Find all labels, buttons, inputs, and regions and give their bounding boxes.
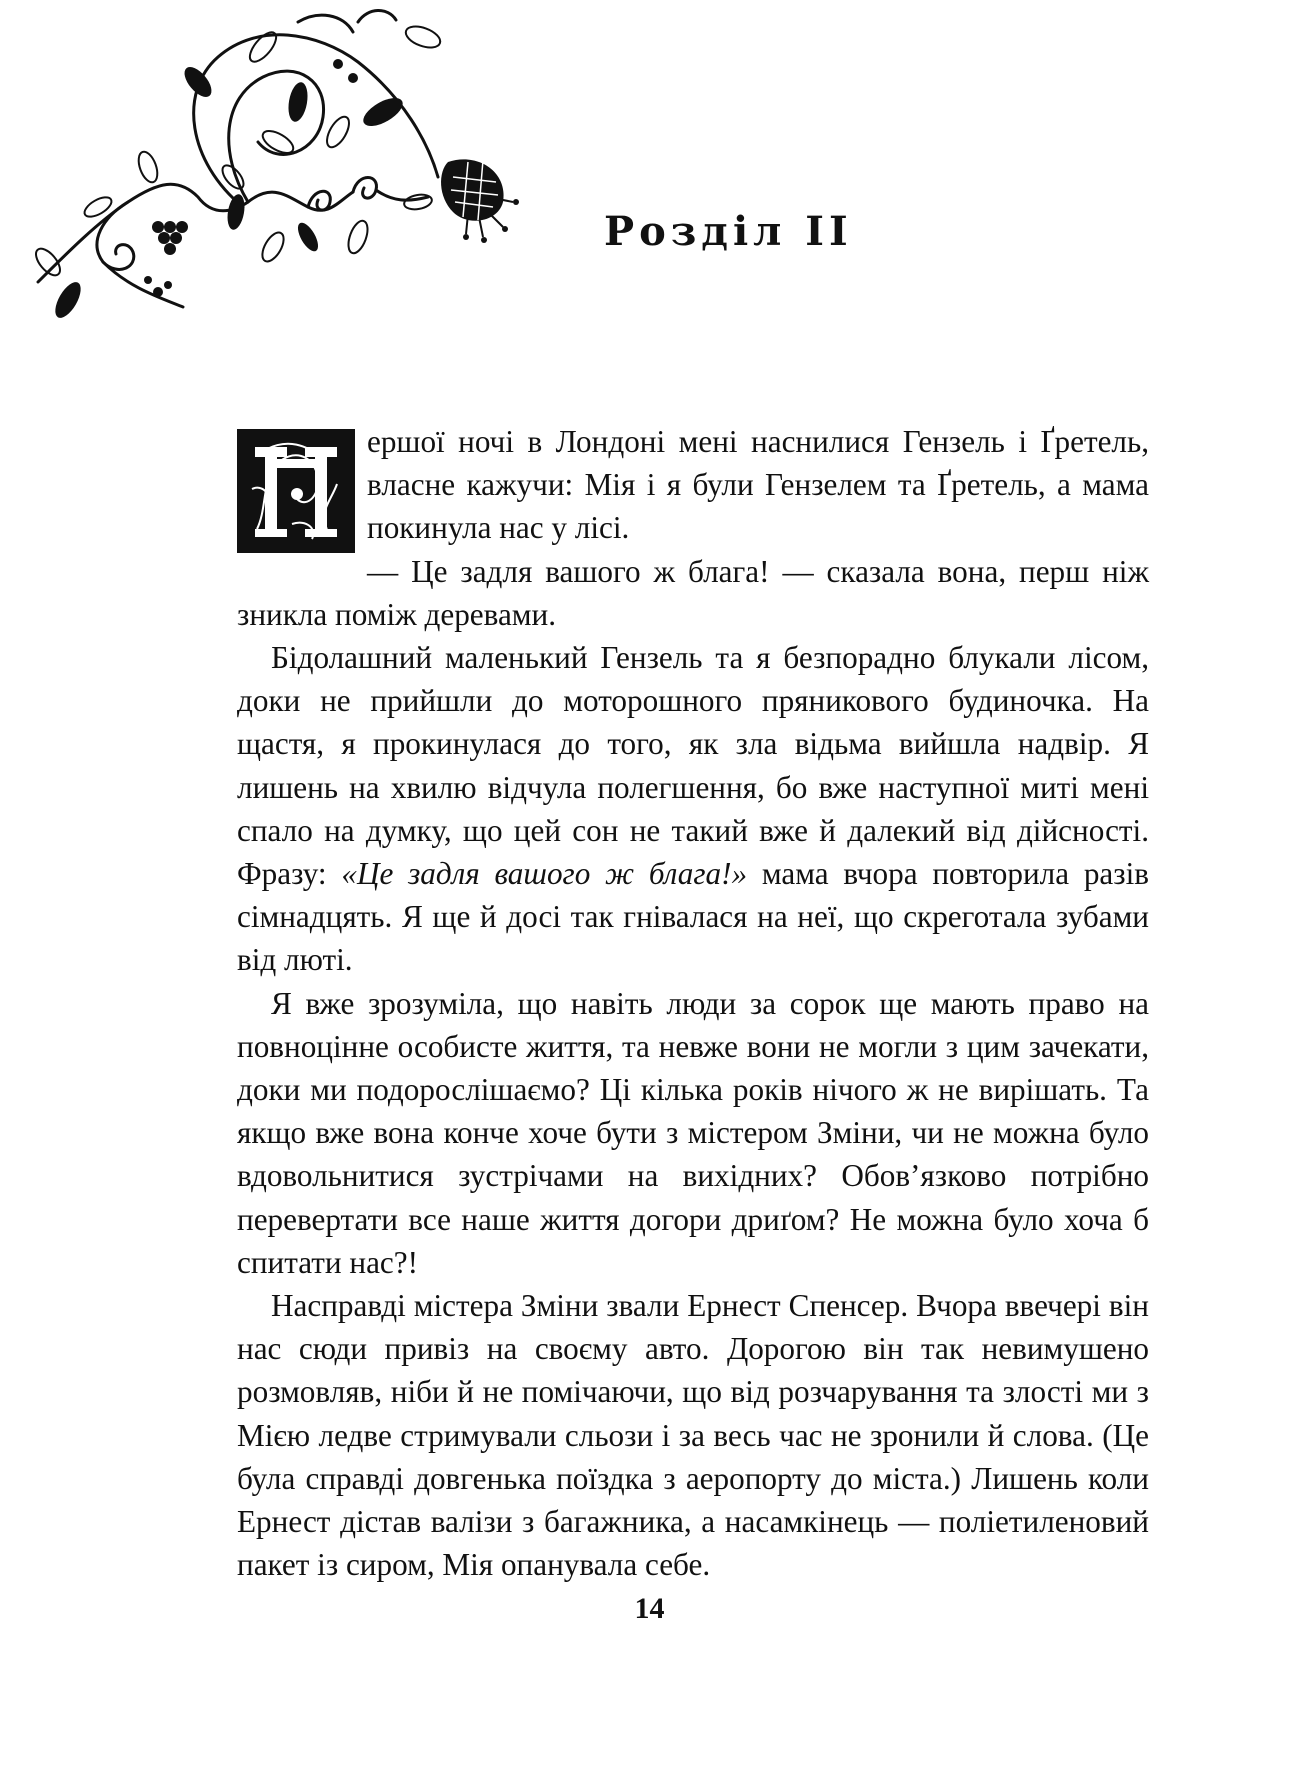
paragraph-3-end: мама вчора повторила разів сімнадцять. Я ще й досі так гнівалася на неї, що скреготала зубами від люті. — [237, 856, 1149, 978]
paragraph-3-text: Бідолашний маленький Гензель та я безпорадно блукали лісом, доки не прийшли до моторошного пряникового будиночка. На щастя, я прокинулася до того, як зла відьма вийшла надвір. Я лишень на хвилю відчула полегшення, бо вже наступної миті мені спало на думку, що цей сон не такий вже й далекий від дійсності. Фразу: — [237, 640, 1149, 892]
chapter-body — [237, 420, 1149, 1586]
paragraph-5: Насправді містера Зміни звали Ернест Спенсер. Вчора ввечері він нас сюди привіз на своєму авто. Дорогою він так невимушено розмовляв, ніби й не помічаючи, що від розчарування та злості ми з Мією ледве стримували сльози і за весь час не зронили й слова. (Це була справді довгенька поїздка з аеропорту до міста.) Лишень коли Ернест дістав валізи з багажника, а насамкінець — поліетиленовий пакет із сиром, Мія опанувала себе. — [237, 1288, 1149, 1583]
paragraph-1 — [237, 420, 1149, 550]
page-number: 14 — [634, 1592, 665, 1625]
floral-vine-ornament — [8, 2, 568, 362]
paragraph-4: Я вже зрозуміла, що навіть люди за сорок ще мають право на повноцінне особисте життя, та невже вони не могли з цим зачекати, доки ми подорослішаємо? Ці кілька років нічого ж не вирішать. Та якщо вже вона конче хоче бути з містером Зміни, чи не можна було вдовольнитися зустрічами на вихідних? Обов’язково потрібно перевертати все наше життя догори дриґом? Не можна було хоча б спитати нас?! — [237, 985, 1149, 1280]
quoted-phrase: «Це задля вашого ж блага!» — [341, 856, 748, 892]
paragraph-2: — Це задля вашого ж блага! — сказала вона, перш ніж зникла поміж деревами. — [237, 553, 1149, 632]
paragraph-3 — [237, 636, 1149, 982]
dropcap-ornament — [237, 429, 355, 553]
paragraph-1-text: ершої ночі в Лондоні мені наснилися Гензель і Ґретель, власне кажучи: Мія і я були Гензелем та Ґретель, а мама покинула нас у лісі. — [367, 424, 1149, 546]
chapter-title: Розділ II — [604, 208, 853, 255]
